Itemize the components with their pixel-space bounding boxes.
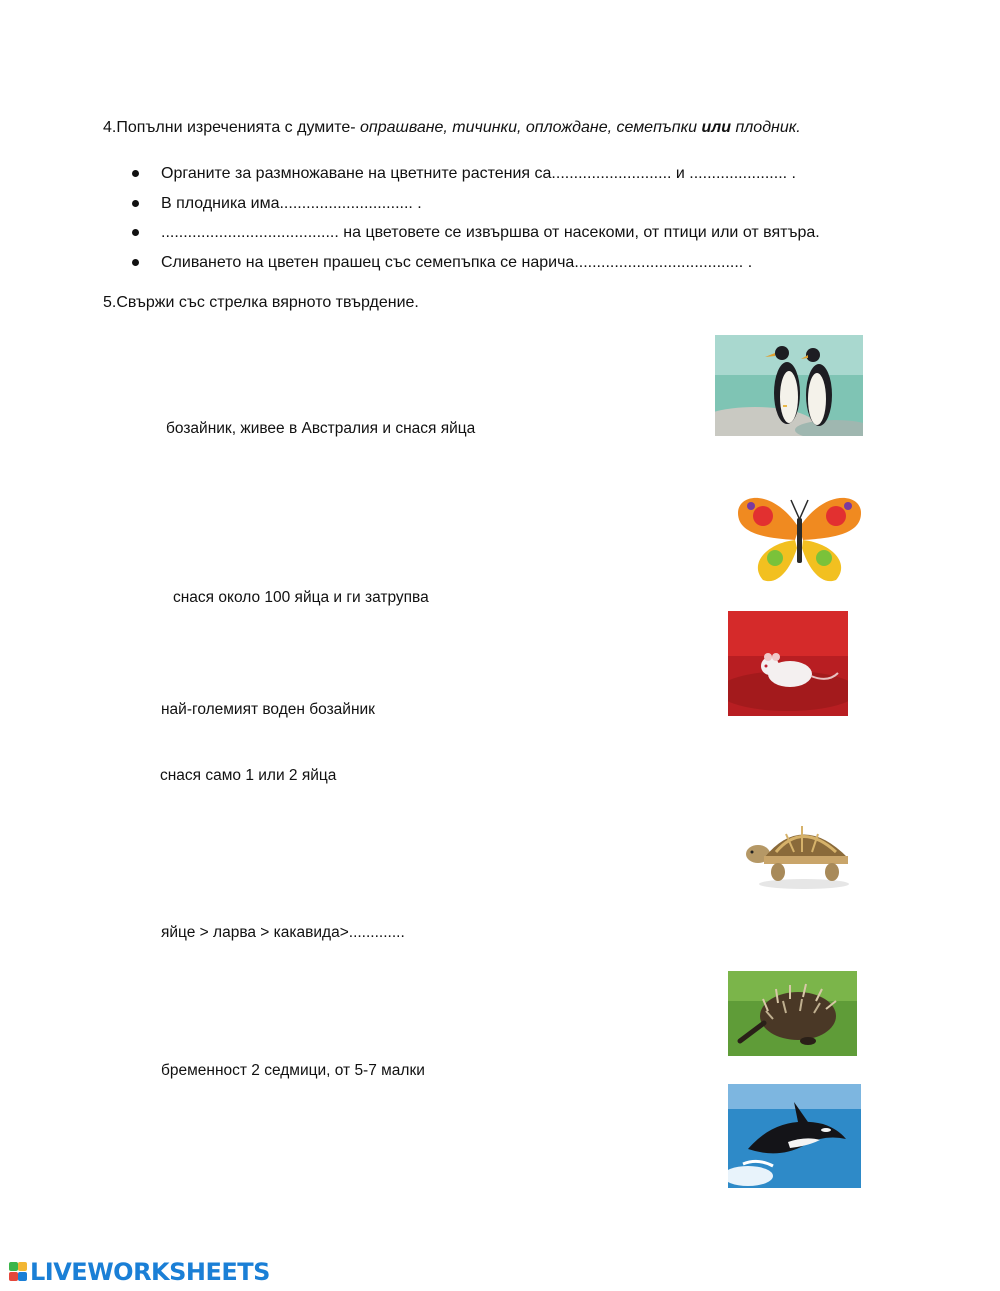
- echidna-image[interactable]: [728, 971, 857, 1056]
- task4-bullet-3: ........................................ на цветовете се извършва от насекоми, от птици или от вятъра.: [130, 222, 820, 252]
- task4-bullet-list: [130, 163, 820, 281]
- orca-image[interactable]: [728, 1084, 861, 1188]
- white-mouse-image[interactable]: [728, 611, 848, 716]
- task4-bullet-4: Сливането на цветен прашец със семепъпка се нарича...................................... .: [130, 252, 820, 282]
- liveworksheets-logo-icon: [8, 1260, 28, 1284]
- statement-6[interactable]: бременност 2 седмици, от 5-7 малки: [161, 1062, 425, 1079]
- statement-4[interactable]: снася само 1 или 2 яйца: [160, 767, 337, 784]
- task4-bullet-2: В плодника има.............................. .: [130, 193, 820, 223]
- bullet-icon: [132, 259, 139, 266]
- butterfly-image[interactable]: [733, 488, 866, 586]
- task4-title: 4.Попълни изреченията с думите- опрашване, тичинки, оплождане, семепъпки или плодник.: [103, 119, 801, 136]
- statement-2[interactable]: снася около 100 яйца и ги затрупва: [173, 589, 429, 606]
- bullet-icon: [132, 200, 139, 207]
- tortoise-image[interactable]: [736, 806, 864, 894]
- task4-bullet-1: Органите за размножаване на цветните растения са........................... и ...................... .: [130, 163, 820, 193]
- statement-1[interactable]: бозайник, живее в Австралия и снася яйца: [166, 420, 476, 437]
- task5-title: 5.Свържи със стрелка вярното твърдение.: [103, 294, 419, 311]
- penguins-image[interactable]: [715, 335, 863, 436]
- liveworksheets-logo[interactable]: [8, 1260, 270, 1284]
- task4-words: опрашване, тичинки, оплождане, семепъпки: [360, 119, 698, 136]
- bullet-icon: [132, 229, 139, 236]
- task4-last-word: плодник.: [735, 119, 801, 136]
- logo-text: LIVEWORKSHEETS: [30, 1258, 270, 1286]
- statement-5[interactable]: яйце > ларва > какавида>.............: [161, 924, 405, 941]
- bullet-icon: [132, 170, 139, 177]
- task4-conjunction: или: [701, 119, 732, 136]
- statement-3[interactable]: най-големият воден бозайник: [161, 701, 375, 718]
